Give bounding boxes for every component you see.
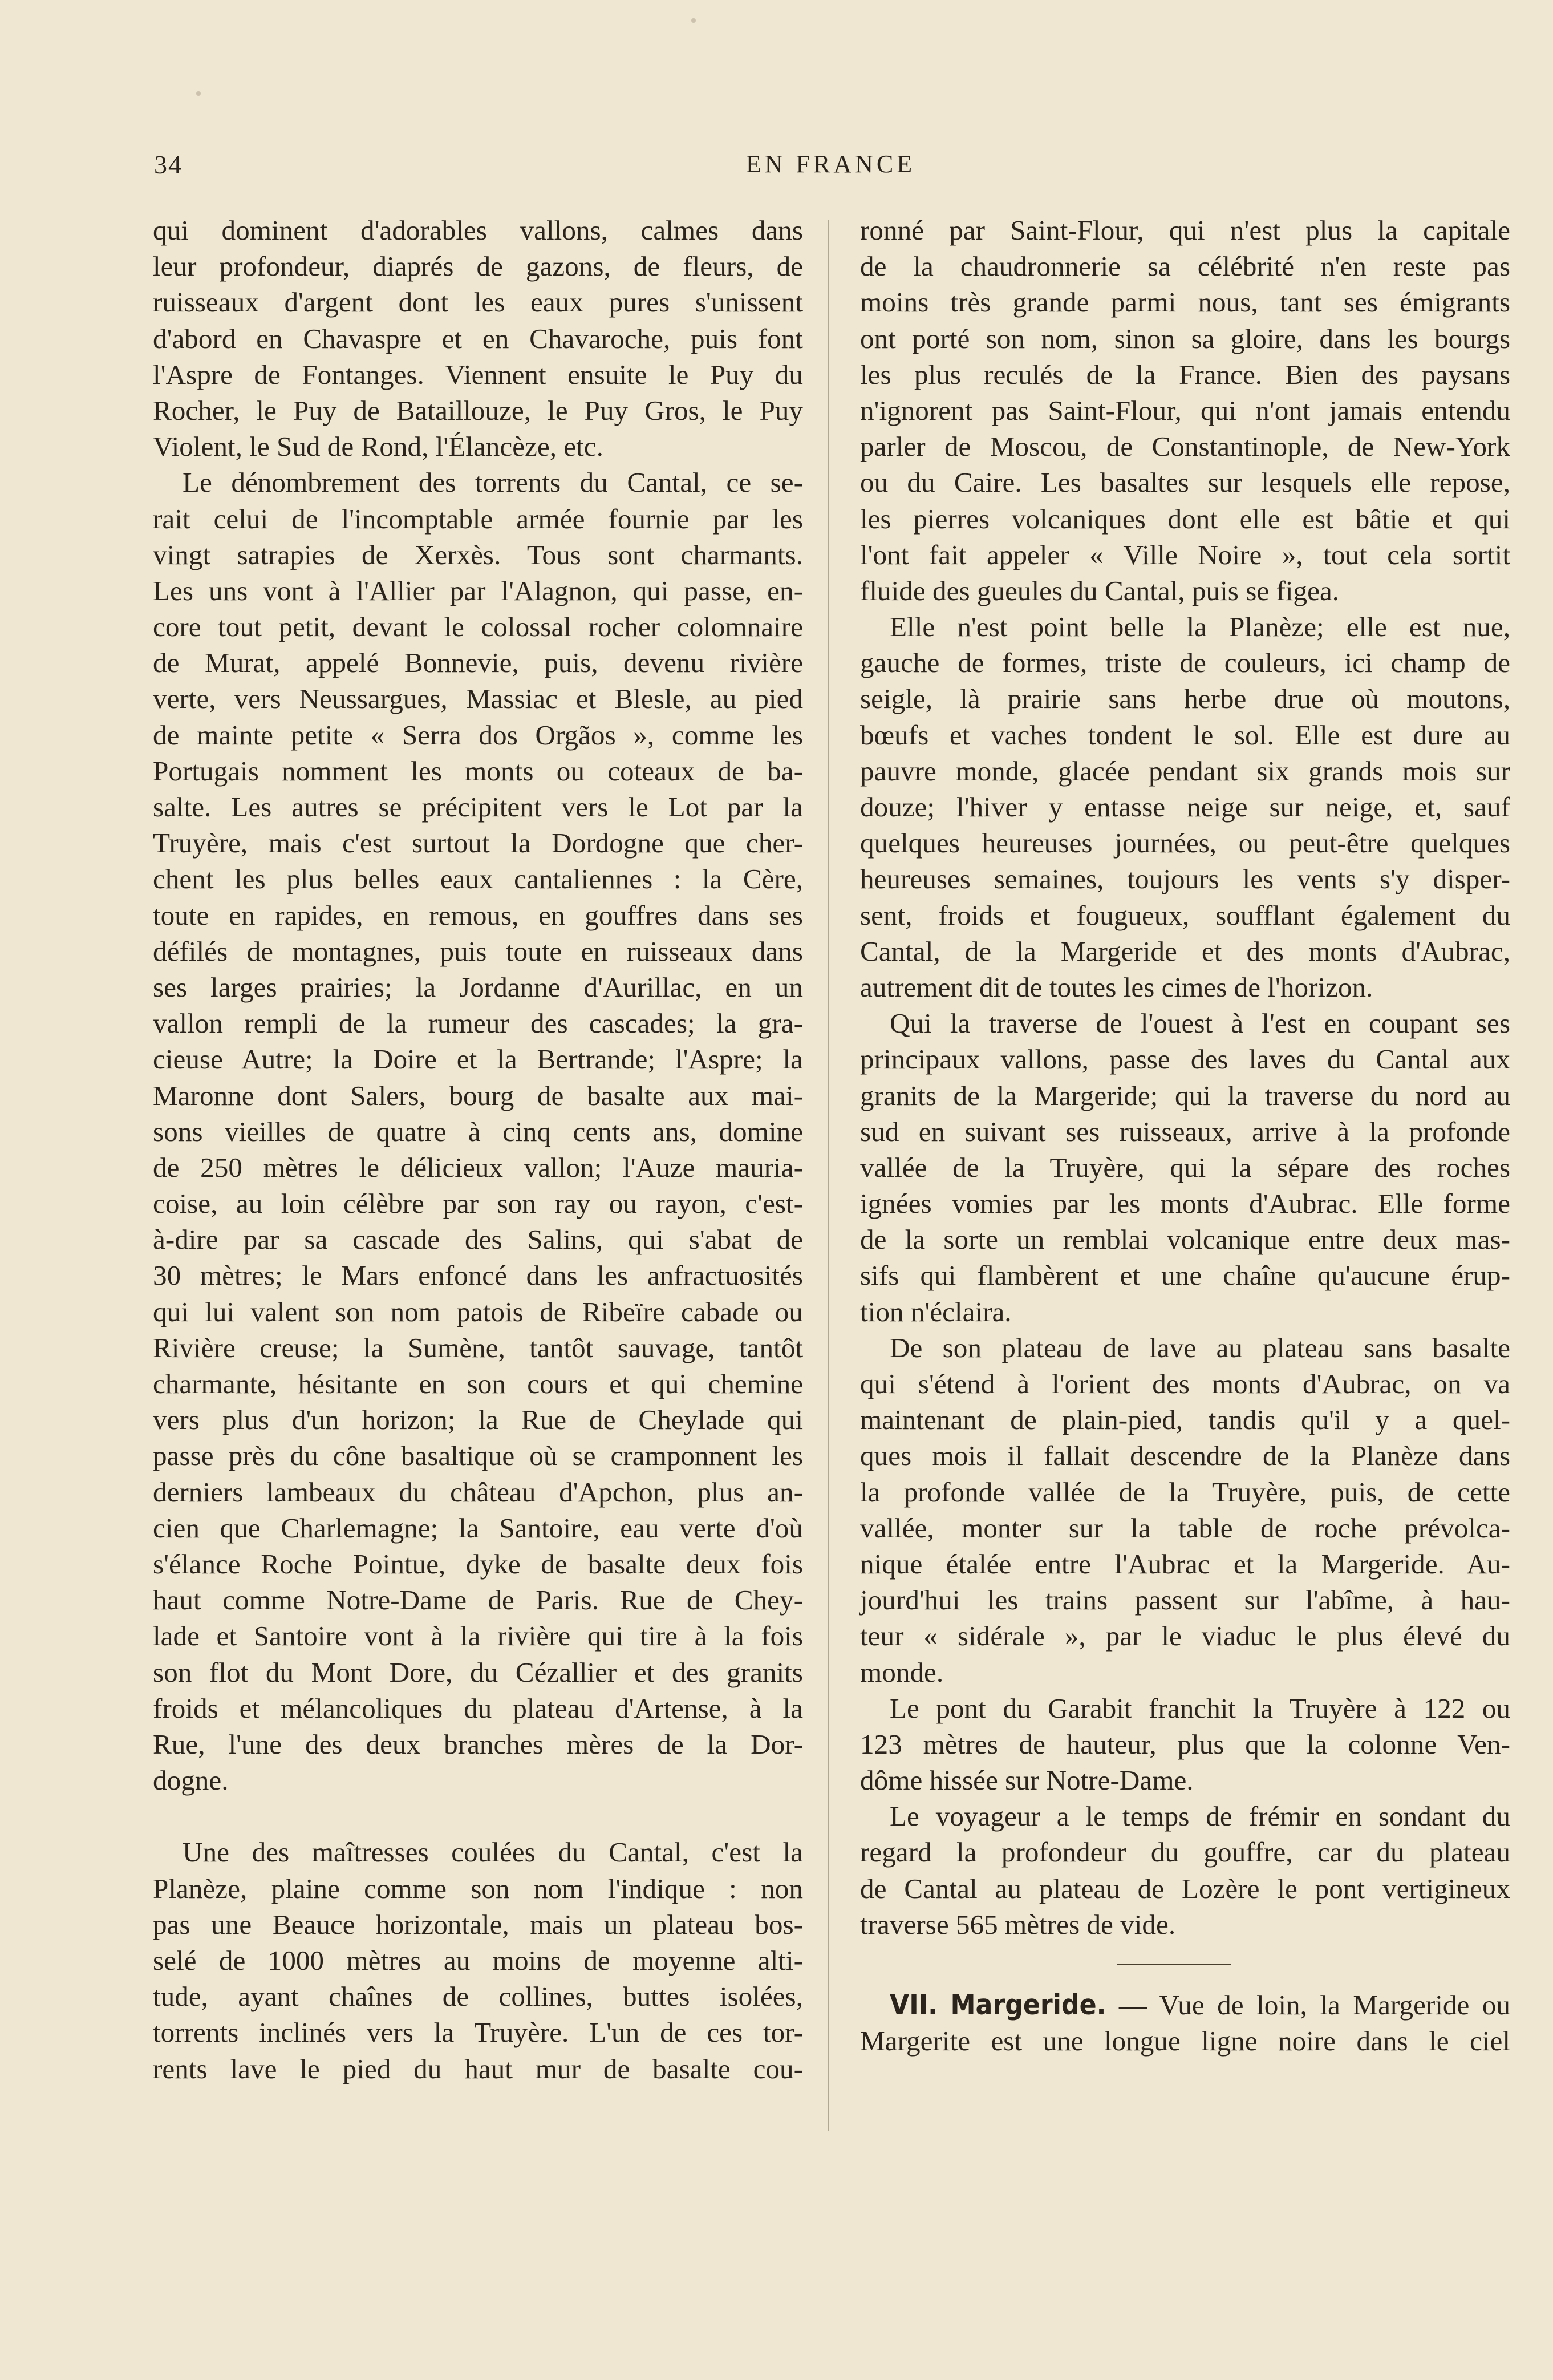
text-line: Violent, le Sud de Rond, l'Élancèze, etc. bbox=[153, 431, 603, 463]
text-line: d'abord en Chavaspre et en Chavaroche, puis font bbox=[153, 322, 803, 354]
text-line: vallée de la Truyère, qui la sépare des roches bbox=[860, 1151, 1510, 1183]
text-line: Le dénombrement des torrents du Cantal, ce se- bbox=[183, 467, 803, 499]
section-number: VII. bbox=[890, 1988, 938, 2021]
text-line: Qui la traverse de l'ouest à l'est en coupant ses bbox=[890, 1007, 1510, 1039]
text-line: granits de la Margeride; qui la traverse du nord au bbox=[860, 1079, 1510, 1111]
paragraph bbox=[860, 1330, 1510, 1690]
running-head: EN FRANCE bbox=[745, 150, 916, 178]
paragraph bbox=[153, 1834, 803, 2086]
text-line: ses larges prairies; la Jordanne d'Aurillac, en un bbox=[153, 971, 803, 1003]
text-line: tude, ayant chaînes de collines, buttes isolées, bbox=[153, 1981, 803, 2013]
text-line: core tout petit, devant le colossal rocher colomnaire bbox=[153, 611, 803, 643]
section-heading-block bbox=[860, 1987, 1510, 2059]
text-line: coise, au loin célèbre par son ray ou rayon, c'est- bbox=[153, 1188, 803, 1220]
text-line: 30 mètres; le Mars enfoncé dans les anfractuosités bbox=[153, 1260, 803, 1292]
text-line: leur profondeur, diaprés de gazons, de fleurs, de bbox=[153, 250, 803, 282]
text-line: Maronne dont Salers, bourg de basalte aux mai- bbox=[153, 1079, 803, 1111]
text-line: maintenant de plain-pied, tandis qu'il y a quel- bbox=[860, 1404, 1510, 1436]
text-line: lade et Santoire vont à la rivière qui tire à la fois bbox=[153, 1620, 803, 1652]
text-line: jourd'hui les trains passent sur l'abîme, à hau- bbox=[860, 1584, 1510, 1616]
text-line: les plus reculés de la France. Bien des paysans bbox=[860, 358, 1510, 390]
text-line: passe près du cône basaltique où se cramponnent les bbox=[153, 1440, 803, 1472]
paragraph bbox=[860, 609, 1510, 1005]
text-line: monde. bbox=[860, 1656, 944, 1688]
text-line: qui s'étend à l'orient des monts d'Aubrac, on va bbox=[860, 1368, 1510, 1399]
text-line: heureuses semaines, toujours les vents s'y disper- bbox=[860, 863, 1510, 895]
text-line: ruisseaux d'argent dont les eaux pures s'unissent bbox=[153, 286, 803, 318]
text-line: principaux vallons, passe des laves du Cantal aux bbox=[860, 1043, 1510, 1075]
page-speck bbox=[196, 91, 201, 96]
text-line: qui lui valent son nom patois de Ribeïre cabade ou bbox=[153, 1296, 803, 1327]
text-line: ques mois il fallait descendre de la Planèze dans bbox=[860, 1440, 1510, 1472]
paragraph-gap bbox=[153, 1798, 803, 1834]
text-line: Cantal, de la Margeride et des monts d'Aubrac, bbox=[860, 935, 1510, 967]
text-line: Le voyageur a le temps de frémir en sondant du bbox=[890, 1800, 1510, 1832]
text-line: dogne. bbox=[153, 1764, 229, 1796]
page-header bbox=[154, 149, 1507, 184]
text-line: de 250 mètres le délicieux vallon; l'Auze mauria- bbox=[153, 1151, 803, 1183]
text-line: parler de Moscou, de Constantinople, de New-York bbox=[860, 431, 1510, 463]
text-line: haut comme Notre-Dame de Paris. Rue de Chey- bbox=[153, 1584, 803, 1616]
text-line: de la chaudronnerie sa célébrité n'en reste pas bbox=[860, 250, 1510, 282]
text-line: vingt satrapies de Xerxès. Tous sont charmants. bbox=[153, 539, 803, 570]
text-line: pauvre monde, glacée pendant six grands mois sur bbox=[860, 755, 1510, 787]
text-line: défilés de montagnes, puis toute en ruisseaux dans bbox=[153, 935, 803, 967]
column-rule bbox=[828, 220, 829, 2131]
page-speck bbox=[691, 18, 696, 23]
text-line: douze; l'hiver y entasse neige sur neige, et, sauf bbox=[860, 791, 1510, 823]
text-line: selé de 1000 mètres au moins de moyenne alti- bbox=[153, 1945, 803, 1976]
text-line: regard la profondeur du gouffre, car du plateau bbox=[860, 1836, 1510, 1868]
text-line: rents lave le pied du haut mur de basalte cou- bbox=[153, 2053, 803, 2084]
text-line: traverse 565 mètres de vide. bbox=[860, 1908, 1176, 1940]
text-line: teur « sidérale », par le viaduc le plus élevé du bbox=[860, 1620, 1510, 1652]
text-line: autrement dit de toutes les cimes de l'horizon. bbox=[860, 971, 1373, 1003]
section-title: Margeride. bbox=[950, 1988, 1106, 2021]
text-line: rait celui de l'incomptable armée fournie par les bbox=[153, 503, 803, 535]
text-line: les pierres volcaniques dont elle est bâtie et qui bbox=[860, 503, 1510, 535]
text-line: nique étalée entre l'Aubrac et la Margeride. Au- bbox=[860, 1548, 1510, 1580]
text-line: De son plateau de lave au plateau sans basalte bbox=[890, 1331, 1510, 1363]
text-line: de Cantal au plateau de Lozère le pont vertigineux bbox=[860, 1872, 1510, 1904]
paragraph bbox=[153, 212, 803, 464]
text-line: pas une Beauce horizontale, mais un plateau bos- bbox=[153, 1908, 803, 1940]
text-line: sud en suivant ses ruisseaux, arrive à la profonde bbox=[860, 1115, 1510, 1147]
text-line: de la sorte un remblai volcanique entre deux mas- bbox=[860, 1224, 1510, 1256]
text-line: cieuse Autre; la Doire et la Bertrande; l'Aspre; la bbox=[153, 1043, 803, 1075]
right-column bbox=[860, 212, 1510, 2059]
text-line: son flot du Mont Dore, du Cézallier et des granits bbox=[153, 1656, 803, 1688]
text-line: Portugais nomment les monts ou coteaux de ba- bbox=[153, 755, 803, 787]
text-line: derniers lambeaux du château d'Apchon, plus an- bbox=[153, 1476, 803, 1508]
text-line: qui dominent d'adorables vallons, calmes dans bbox=[153, 214, 803, 246]
text-line: chent les plus belles eaux cantaliennes : la Cère, bbox=[153, 863, 803, 895]
text-line: torrents inclinés vers la Truyère. L'un de ces tor- bbox=[153, 2017, 803, 2049]
text-line: l'Aspre de Fontanges. Viennent ensuite le Puy du bbox=[153, 358, 803, 390]
text-line: ignées vomies par les monts d'Aubrac. Elle forme bbox=[860, 1188, 1510, 1220]
text-line: charmante, hésitante en son cours et qui chemine bbox=[153, 1368, 803, 1399]
text-line: Rue, l'une des deux branches mères de la Dor- bbox=[153, 1728, 803, 1760]
text-line: dôme hissée sur Notre-Dame. bbox=[860, 1764, 1194, 1796]
text-line: tion n'éclaira. bbox=[860, 1296, 1012, 1327]
text-line: Planèze, plaine comme son nom l'indique : non bbox=[153, 1872, 803, 1904]
paragraph bbox=[860, 1690, 1510, 1799]
paragraph bbox=[860, 212, 1510, 609]
text-line: seigle, là prairie sans herbe drue où moutons, bbox=[860, 683, 1510, 715]
text-line: salte. Les autres se précipitent vers le Lot par la bbox=[153, 791, 803, 823]
text-line: vers plus d'un horizon; la Rue de Cheylade qui bbox=[153, 1404, 803, 1436]
text-line: sent, froids et fougueux, soufflant également du bbox=[860, 899, 1510, 931]
text-line: gauche de formes, triste de couleurs, ici champ de bbox=[860, 647, 1510, 679]
text-line: vallon rempli de la rumeur des cascades; la gra- bbox=[153, 1007, 803, 1039]
text-line: de Murat, appelé Bonnevie, puis, devenu rivière bbox=[153, 647, 803, 679]
text-line: sons vieilles de quatre à cinq cents ans, domine bbox=[153, 1115, 803, 1147]
section-line: Margerite est une longue ligne noire dans le ciel bbox=[860, 2025, 1510, 2057]
paragraph bbox=[153, 464, 803, 1798]
text-line: vallée, monter sur la table de roche prévolca- bbox=[860, 1512, 1510, 1544]
text-line: Le pont du Garabit franchit la Truyère à 122 ou bbox=[890, 1692, 1510, 1724]
text-line: ont porté son nom, sinon sa gloire, dans les bourgs bbox=[860, 322, 1510, 354]
text-line: ou du Caire. Les basaltes sur lesquels elle repose, bbox=[860, 467, 1510, 499]
text-line: Les uns vont à l'Allier par l'Alagnon, qui passe, en- bbox=[153, 574, 803, 606]
text-line: l'ont fait appeler « Ville Noire », tout cela sortit bbox=[860, 539, 1510, 570]
section-line: — Vue de loin, la Margeride ou bbox=[1106, 1989, 1510, 2021]
text-line: Truyère, mais c'est surtout la Dordogne que cher- bbox=[153, 827, 803, 859]
section-first-line bbox=[860, 1987, 1510, 2023]
paragraph bbox=[860, 1005, 1510, 1330]
paragraph bbox=[860, 1798, 1510, 1942]
text-line: Rivière creuse; la Sumène, tantôt sauvage, tantôt bbox=[153, 1331, 803, 1363]
text-line: bœufs et vaches tondent le sol. Elle est dure au bbox=[860, 719, 1510, 751]
left-column bbox=[153, 212, 803, 2087]
text-line: n'ignorent pas Saint-Flour, qui n'ont jamais entendu bbox=[860, 394, 1510, 426]
text-line: 123 mètres de hauteur, plus que la colonne Ven- bbox=[860, 1728, 1510, 1760]
section-separator bbox=[1117, 1964, 1231, 1965]
text-line: moins très grande parmi nous, tant ses émigrants bbox=[860, 286, 1510, 318]
page-number: 34 bbox=[154, 150, 183, 179]
text-line: Rocher, le Puy de Bataillouze, le Puy Gros, le Puy bbox=[153, 394, 803, 426]
text-line: de mainte petite « Serra dos Orgãos », comme les bbox=[153, 719, 803, 751]
text-line: à-dire par sa cascade des Salins, qui s'abat de bbox=[153, 1224, 803, 1256]
text-line: toute en rapides, en remous, en gouffres dans ses bbox=[153, 899, 803, 931]
text-line: Elle n'est point belle la Planèze; elle est nue, bbox=[890, 611, 1510, 643]
text-line: la profonde vallée de la Truyère, puis, de cette bbox=[860, 1476, 1510, 1508]
text-line: verte, vers Neussargues, Massiac et Blesle, au pied bbox=[153, 683, 803, 715]
text-line: fluide des gueules du Cantal, puis se figea. bbox=[860, 574, 1340, 606]
text-line: Une des maîtresses coulées du Cantal, c'est la bbox=[183, 1836, 803, 1868]
text-line: s'élance Roche Pointue, dyke de basalte deux fois bbox=[153, 1548, 803, 1580]
text-line: ronné par Saint-Flour, qui n'est plus la capitale bbox=[860, 214, 1510, 246]
text-line: quelques heureuses journées, ou peut-être quelques bbox=[860, 827, 1510, 859]
text-line: sifs qui flambèrent et une chaîne qu'aucune érup- bbox=[860, 1260, 1510, 1292]
text-line: cien que Charlemagne; la Santoire, eau verte d'où bbox=[153, 1512, 803, 1544]
text-line: froids et mélancoliques du plateau d'Artense, à la bbox=[153, 1692, 803, 1724]
